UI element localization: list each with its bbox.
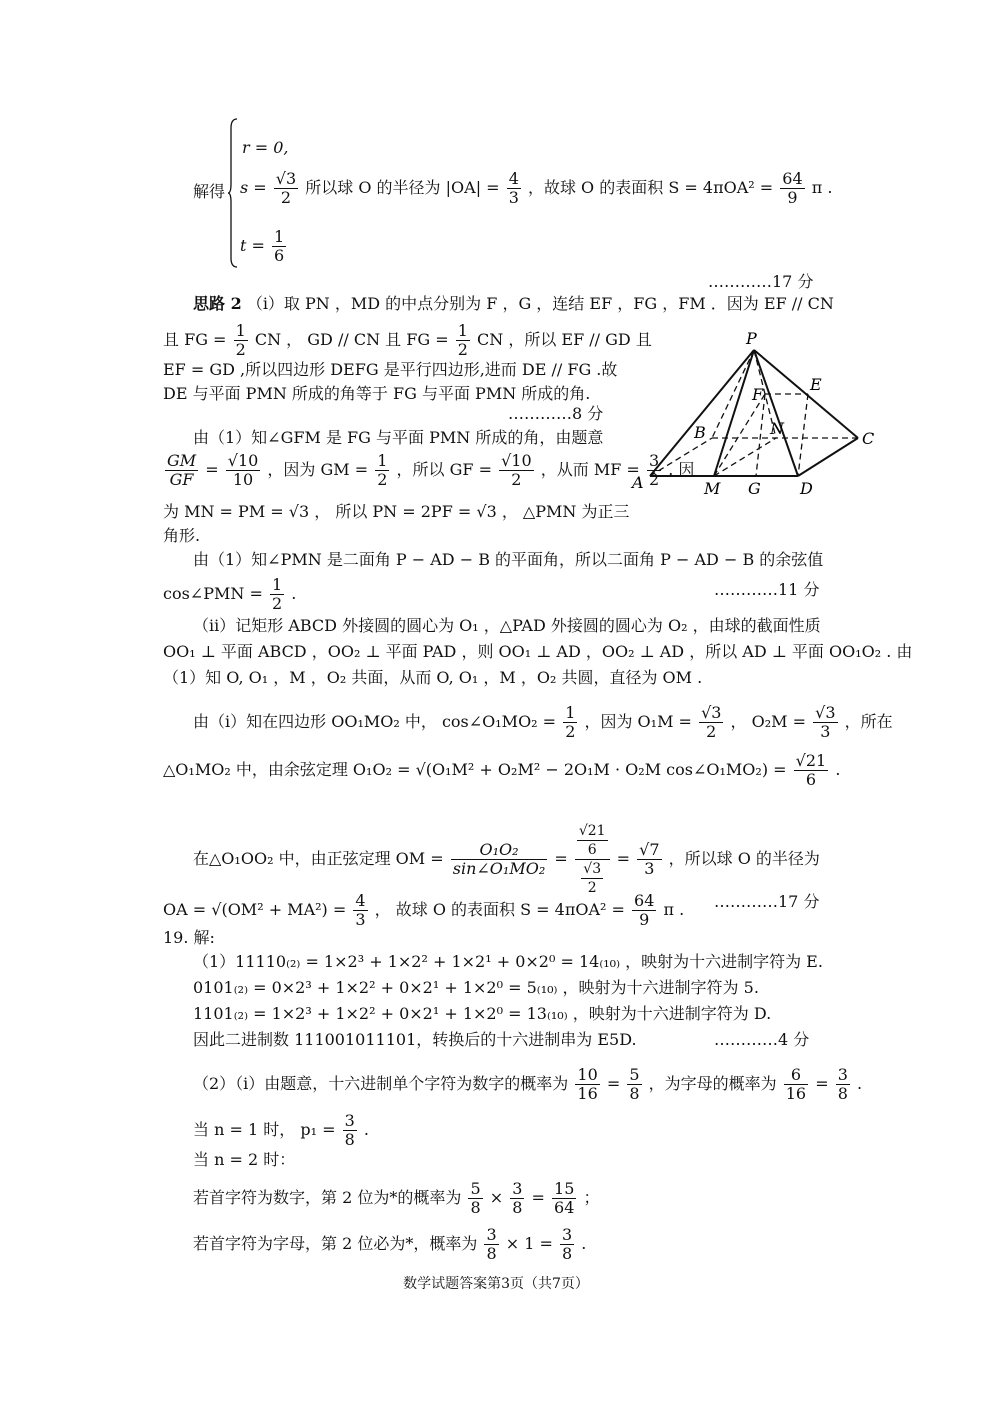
- ii-line7: [163, 892, 684, 929]
- idea2-line2: [163, 322, 652, 359]
- p5b: =: [606, 1074, 621, 1093]
- ii-line3: （1）知 O, O₁ ，M ，O₂ 共面，从而 O, O₁ ，M ，O₂ 共圆，直径为 OM .: [163, 668, 703, 687]
- label-B: B: [694, 423, 706, 442]
- p8-f2-den: 8: [512, 1198, 523, 1217]
- p9-f1: [484, 1226, 498, 1263]
- f3-num: 3: [837, 1065, 848, 1084]
- r21-sub-num: √21: [578, 823, 606, 839]
- half-num: 1: [235, 321, 246, 340]
- area-text: ，故球 O 的表面积 S = 4πOA² =: [527, 178, 774, 197]
- idea2-l6b: ，因为 GM =: [267, 460, 369, 479]
- o1m-fraction: [699, 704, 723, 741]
- half-num: 1: [457, 321, 468, 340]
- o1o2-fraction: [794, 752, 829, 789]
- ii6b2: =: [616, 849, 631, 868]
- gm-num: GM: [167, 451, 197, 470]
- r3-sub-num: √3: [583, 861, 602, 877]
- idea2-l10b: .: [291, 584, 297, 603]
- idea2-line9: 由（1）知∠PMN 是二面角 P − AD − B 的平面角，所以二面角 P − AD − B 的余弦值: [193, 550, 824, 569]
- r10-den: 10: [232, 470, 254, 489]
- page-footer: 数学试题答案第3页（共7页）: [403, 1276, 589, 1292]
- idea2-line7: 为 MN = PM = √3 ， 所以 PN = 2PF = √3 ， △PMN 为正三: [163, 502, 630, 521]
- gf-den: GF: [169, 470, 194, 489]
- p8-f3: [552, 1180, 576, 1217]
- half-fraction-2: [456, 322, 470, 359]
- half-num: 1: [377, 451, 388, 470]
- oa-fraction: [507, 170, 521, 207]
- edge-ED: [798, 394, 808, 476]
- t-lhs: t =: [240, 236, 265, 255]
- ii7c: π .: [663, 900, 685, 919]
- p8-f3-num: 15: [554, 1179, 575, 1198]
- jiede-label: 解得: [193, 182, 226, 201]
- ii-line5: [163, 752, 840, 789]
- ii4c: ， O₂M =: [730, 712, 807, 731]
- s-equation-line: [240, 170, 832, 207]
- f10-num: 10: [577, 1065, 598, 1084]
- q19-p4: 因此二进制数 111001011101，转换后的十六进制串为 E5D.: [193, 1030, 637, 1049]
- f3-den: 8: [837, 1084, 848, 1103]
- idea2-label: 思路 2: [193, 294, 242, 313]
- half-num: 1: [565, 703, 576, 722]
- r10-num: √10: [227, 451, 259, 470]
- r21-den: 6: [805, 770, 817, 789]
- cos-half-fraction: [270, 576, 284, 613]
- om-den: sin∠O₁MO₂: [452, 859, 546, 878]
- idea2-l2b: CN ， GD // CN 且 FG =: [254, 330, 449, 349]
- gm-half-fraction: [375, 452, 389, 489]
- idea2-l6e: . 因: [668, 460, 695, 479]
- p9b: × 1 =: [505, 1234, 553, 1253]
- score-17-a: …………17 分: [708, 272, 814, 291]
- mf-num: 3: [648, 451, 660, 470]
- ii6b: =: [554, 849, 568, 868]
- r3-sub-den: 2: [587, 880, 597, 896]
- p9-f1-den: 8: [486, 1244, 497, 1263]
- om-num: O₁O₂: [451, 841, 547, 860]
- t-num: 1: [274, 227, 285, 246]
- q19-p3: 1101₍₂₎ = 1×2³ + 1×2² + 0×2¹ + 1×2⁰ = 13₍₁₀₎ ，映射为十六进制字符为 D.: [193, 1004, 772, 1023]
- r21-sub: [577, 822, 608, 859]
- label-E: E: [810, 375, 822, 394]
- ii-line2: OO₁ ⊥ 平面 ABCD ，OO₂ ⊥ 平面 PAD ，则 OO₁ ⊥ AD ，OO₂ ⊥ AD ，所以 AD ⊥ 平面 OO₁O₂ . 由: [163, 642, 913, 661]
- q19-p9: [193, 1226, 586, 1263]
- area-num: 64: [782, 169, 803, 188]
- ii4a: 由（i）知在四边形 OO₁MO₂ 中， cos∠O₁MO₂ =: [193, 712, 557, 731]
- gf-num: √10: [501, 451, 532, 470]
- q19-p1: （1）11110₍₂₎ = 1×2³ + 1×2² + 1×2¹ + 0×2⁰ = 14₍₁₀₎ ，映射为十六进制字符为 E.: [193, 952, 823, 971]
- q19-p6: [193, 1112, 369, 1149]
- r3-num: √3: [701, 703, 722, 722]
- idea2-line8: 角形.: [163, 526, 201, 545]
- compound-fraction: [575, 822, 610, 897]
- s-lhs: s =: [240, 178, 267, 197]
- ii-line1: （ii）记矩形 ABCD 外接圆的圆心为 O₁ ，△PAD 外接圆的圆心为 O₂ ，由球的截面性质: [193, 616, 821, 635]
- label-D: D: [800, 479, 813, 498]
- idea2-line5: 由（1）知∠GFM 是 FG 与平面 PMN 所成的角，由题意: [193, 428, 604, 447]
- p5a: （2）（i）由题意，十六进制单个字符为数字的概率为: [193, 1074, 569, 1093]
- r3-den: 2: [706, 722, 717, 741]
- oa-fraction-2: [353, 892, 367, 929]
- p8-f3-den: 64: [554, 1198, 575, 1217]
- area-fraction-2: [632, 892, 656, 929]
- ii4b: ，因为 O₁M =: [584, 712, 692, 731]
- sqrt10-fraction: [226, 452, 261, 489]
- half-fraction-1: [234, 322, 248, 359]
- oa2-num: 4: [355, 891, 366, 910]
- p1-num: 3: [344, 1111, 355, 1130]
- r7-fraction: [637, 841, 661, 878]
- label-N: N: [770, 419, 784, 438]
- r7-num: √7: [639, 840, 660, 859]
- o2m-fraction: [813, 704, 837, 741]
- q19-head: 19. 解:: [163, 928, 215, 947]
- score-11: …………11 分: [714, 580, 820, 599]
- cos-pmn: cos∠PMN =: [163, 584, 263, 603]
- idea2-l6c: ，所以 GF =: [396, 460, 493, 479]
- p9a: 若首字符为字母，第 2 位必为*，概率为: [193, 1234, 478, 1253]
- half-den: 2: [235, 340, 246, 359]
- p9-f1-num: 3: [486, 1225, 497, 1244]
- f6-num: 6: [784, 1066, 808, 1085]
- p8-f1-den: 8: [470, 1198, 481, 1217]
- area-tail: π .: [811, 178, 833, 197]
- ii4d: ，所在: [844, 712, 893, 731]
- r3b-den: 3: [820, 722, 831, 741]
- t-equation-line: [240, 228, 288, 265]
- digit-prob-fraction: [575, 1066, 599, 1103]
- oa-num: 4: [508, 169, 519, 188]
- half-den: 2: [457, 340, 468, 359]
- area-den: 9: [787, 188, 798, 207]
- gf-den2: 2: [511, 470, 522, 489]
- five-eighths-fraction: [627, 1066, 641, 1103]
- pyramid-figure: [628, 328, 878, 498]
- half-den: 2: [271, 594, 283, 613]
- f10-den: 16: [577, 1084, 598, 1103]
- p6a: 当 n = 1 时， p₁ =: [193, 1120, 336, 1139]
- p1-fraction: [343, 1112, 357, 1149]
- p8-f2-num: 3: [512, 1179, 523, 1198]
- q19-p2: 0101₍₂₎ = 0×2³ + 1×2² + 0×2¹ + 1×2⁰ = 5₍₁₀₎ ，映射为十六进制字符为 5.: [193, 978, 759, 997]
- idea2-line3: EF = GD ,所以四边形 DEFG 是平行四边形,进而 DE // FG .故: [163, 360, 618, 379]
- label-G: G: [748, 479, 761, 498]
- idea2-l6d: ，从而 MF =: [540, 460, 640, 479]
- ii5a: △O₁MO₂ 中，由余弦定理 O₁O₂ = √(O₁M² + O₂M² − 2O₁M · O₂M cos∠O₁MO₂) =: [163, 760, 787, 779]
- f5-num: 5: [629, 1065, 640, 1084]
- q19-p8: [193, 1180, 599, 1217]
- mf-den: 2: [648, 470, 660, 489]
- oa-den: 3: [508, 188, 519, 207]
- ii6a: 在△O₁OO₂ 中，由正弦定理 OM =: [193, 849, 444, 868]
- idea2-line10: [163, 576, 296, 613]
- p8-f1-num: 5: [470, 1179, 481, 1198]
- idea2-line4: DE 与平面 PMN 所成的角等于 FG 与平面 PMN 所成的角.: [163, 384, 591, 403]
- ii5b: .: [835, 760, 841, 779]
- ii-line6: [193, 822, 820, 897]
- r21-num: √21: [795, 751, 827, 770]
- idea2-l2c: CN ，所以 EF // GD 且: [477, 330, 652, 349]
- edge-AB: [650, 438, 712, 476]
- letter-prob-fraction: [784, 1066, 808, 1103]
- q19-p7: 当 n = 2 时：: [193, 1150, 296, 1169]
- p8eq: =: [531, 1188, 545, 1207]
- f5-den: 8: [629, 1084, 640, 1103]
- p9-f2-num: 3: [562, 1225, 573, 1244]
- half-den: 2: [565, 722, 576, 741]
- score-8: …………8 分: [508, 404, 604, 423]
- oa2-den: 3: [355, 910, 366, 929]
- score-4: …………4 分: [714, 1030, 810, 1049]
- idea2-l6a: =: [205, 460, 219, 479]
- p5d: .: [856, 1074, 863, 1093]
- edge-DC: [798, 438, 858, 476]
- p8b: ；: [583, 1188, 600, 1207]
- system-brace: [228, 118, 238, 268]
- idea2-l1-text: （i）取 PN ，MD 的中点分别为 F ，G ，连结 EF ，FG ，FM ．因为 EF // CN: [246, 294, 834, 313]
- ii7b: ， 故球 O 的表面积 S = 4πOA² =: [374, 900, 625, 919]
- p5c: ，为字母的概率为: [648, 1074, 777, 1093]
- area-fraction: [780, 170, 804, 207]
- r-equation: r = 0,: [242, 138, 289, 157]
- compound-num: [575, 822, 610, 860]
- p8a: 若首字符为数字，第 2 位为*的概率为: [193, 1188, 462, 1207]
- ii-line4: [193, 704, 893, 741]
- label-M: M: [704, 479, 721, 498]
- half-num: 1: [271, 575, 283, 594]
- gf-fraction: [499, 452, 534, 489]
- idea2-line1: [193, 294, 834, 314]
- idea2-line6: [163, 452, 694, 489]
- t-fraction: [272, 228, 286, 265]
- q19-p5: [193, 1066, 862, 1103]
- three-eighths-fraction: [836, 1066, 850, 1103]
- r3b-num: √3: [815, 703, 836, 722]
- p6b: .: [363, 1120, 369, 1139]
- p9-f2: [560, 1226, 574, 1263]
- r7-den: 3: [644, 859, 655, 878]
- edge-PM: [714, 350, 754, 476]
- idea2-l2a: 且 FG =: [163, 330, 227, 349]
- ii6c: ，所以球 O 的半径为: [668, 849, 820, 868]
- p9-f2-den: 8: [562, 1244, 573, 1263]
- s-fraction: [274, 170, 298, 207]
- p8-f2: [510, 1180, 524, 1217]
- ii7a: OA = √(OM² + MA²) =: [163, 900, 347, 919]
- s-rest: 所以球 O 的半径为 |OA| =: [305, 178, 500, 197]
- t-den: 6: [274, 246, 285, 265]
- s-den: 2: [280, 188, 292, 207]
- s-num: √3: [275, 169, 297, 188]
- p1-den: 8: [344, 1130, 355, 1149]
- om-fraction: [451, 841, 547, 878]
- edge-PA: [650, 350, 754, 476]
- p8x: ×: [489, 1188, 504, 1207]
- label-C: C: [862, 429, 875, 448]
- area2-num: 64: [634, 891, 655, 910]
- gm-gf-fraction: [165, 452, 198, 489]
- half-den: 2: [377, 470, 388, 489]
- score-17-b: …………17 分: [714, 892, 820, 911]
- label-A: A: [632, 473, 644, 492]
- p8-f1: [468, 1180, 482, 1217]
- label-F: F: [752, 385, 764, 404]
- cos-o1mo2-fraction: [563, 704, 577, 741]
- p5b2: =: [815, 1074, 829, 1093]
- f6-den: 16: [785, 1084, 807, 1103]
- p9c: .: [581, 1234, 587, 1253]
- area2-den: 9: [639, 910, 650, 929]
- label-P: P: [746, 329, 757, 348]
- figure-solid-edges: [650, 350, 858, 476]
- r21-sub-den: 6: [587, 842, 597, 858]
